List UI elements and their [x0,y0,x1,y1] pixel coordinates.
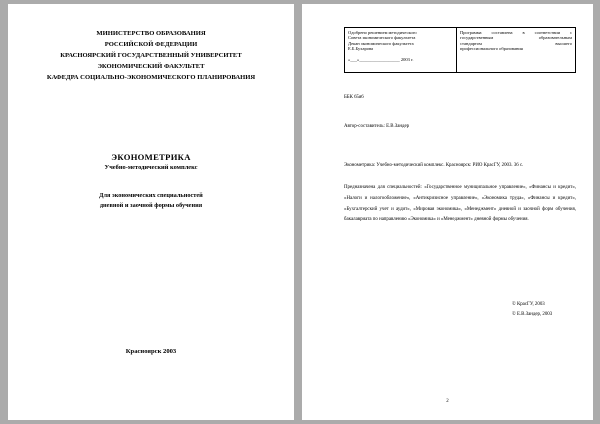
standard-line: стандартом высшего [460,40,572,46]
standard-line: государственным образовательным [460,35,572,41]
header-line: КРАСНОЯРСКИЙ ГОСУДАРСТВЕННЫЙ УНИВЕРСИТЕТ [60,52,242,59]
annotation-paragraph: Предназначена для специальностей: «Государственное муниципальное управление», «Финансы и кредит», «Налоги и налогообложение», «Антикризисное управление», «Экономика труда», «Финансы и кредит», «Бухгалтерский учет и аудит», «Мировая экономика», «Менеджмент» дневной и заочной форм обучения, бакалавриата по направлению «Экономика» и «Менеджмент» дневной формы обучения. [344,185,576,223]
audience-block [8,191,294,211]
copyright-line: © КрасГУ, 2003 [512,302,545,307]
audience-line: дневной и заочной формы обучения [99,202,203,209]
bibliographic-citation: Эконометрика: Учебно-методический комплекс. Красноярск: РИО КрасГУ, 2003. 36 с. [344,163,524,168]
approval-cell-left [345,28,457,72]
copyright-block [512,300,576,319]
city-year: Красноярск 2003 [125,348,177,355]
document-title: ЭКОНОМЕТРИКА [111,152,191,162]
title-block [8,152,294,171]
approval-cell-right [457,28,575,72]
copyright-line: © Е.В.Зандер, 2003 [512,311,553,317]
imprint-page [302,4,593,420]
bbk-code: ББК 65я6 [344,95,364,100]
header-line: КАФЕДРА СОЦИАЛЬНО-ЭКОНОМИЧЕСКОГО ПЛАНИРОВАНИЯ [46,74,256,81]
approval-line: Одобрено решением методического [348,30,417,35]
approval-date-line: «___»__________________ 2003 г. [348,56,414,62]
approval-line: Е.Б.Бухарова [348,45,374,51]
standard-line: профессионального образования [460,45,523,51]
standard-line: Программа составлена в соответствии с [460,30,572,35]
header-line: РОССИЙСКОЙ ФЕДЕРАЦИИ [104,41,198,48]
header-line: МИНИСТЕРСТВО ОБРАЗОВАНИЯ [96,30,206,37]
title-page [8,4,294,420]
page-number: 2 [446,399,449,404]
approval-line: Декан экономического факультета [348,40,414,46]
approval-line: Совета экономического факультета [348,35,416,41]
header-line: ЭКОНОМИЧЕСКИЙ ФАКУЛЬТЕТ [97,63,205,70]
author-line: Автор-составитель: Е.В.Зандер [344,124,410,129]
approval-table [344,27,576,73]
institution-header [8,28,294,83]
document-subtitle: Учебно-методический комплекс [104,164,198,171]
audience-line: Для экономических специальностей [99,192,203,199]
